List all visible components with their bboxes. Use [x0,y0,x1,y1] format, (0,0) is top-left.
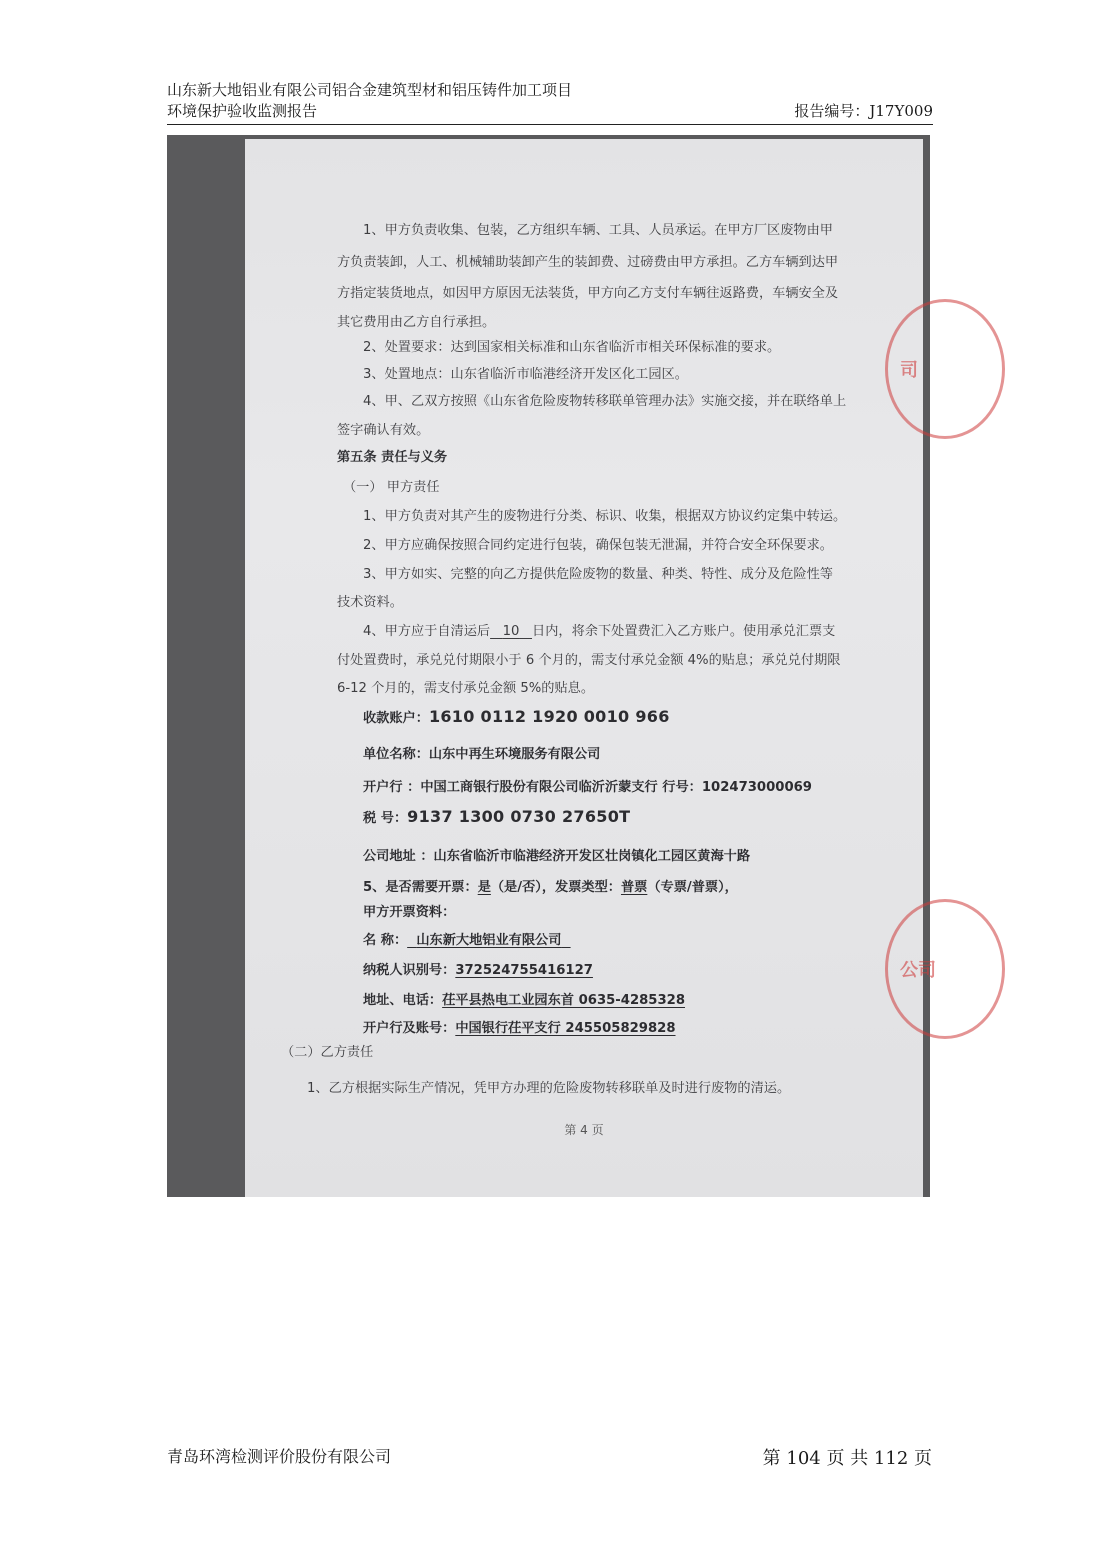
invoice-name-value: 山东新大地铝业有限公司 [416,933,562,948]
invoice-need: 是 [477,880,491,895]
invoice-suffix: （专票/普票）， [647,880,738,895]
text-line: 签字确认有效。 [337,423,430,438]
invoice-bank-line [363,1017,676,1036]
header-rule [167,124,933,125]
invoice-tax-value: 372524755416127 [455,963,593,978]
invoice-bank-label: 开户行及账号： [363,1021,456,1036]
header-report-number: 报告编号：J17Y009 [794,102,933,120]
invoice-name-line [363,929,571,948]
red-seal-stamp [885,899,1005,1039]
text-line: 付处置费时，承兑兑付期限小于 6 个月的，需支付承兑金额 4%的贴息；承兑兑付期限 [337,653,841,668]
text-line: 1、甲方负责对其产生的废物进行分类、标识、收集，根据双方协议约定集中转运。 [363,509,847,524]
footer-page-count: 第 104 页 共 112 页 [762,1448,932,1469]
account-number: 1610 0112 1920 0010 966 [428,707,670,726]
text-line: 4、甲、乙双方按照《山东省危险废物转移联单管理办法》实施交接，并在联络单上 [363,394,847,409]
tax-label: 税 号： [363,811,408,826]
invoice-name-underline [407,933,570,948]
account-label: 收款账户： [363,711,429,726]
days-number: 10 [502,624,520,639]
invoice-info-title: 甲方开票资料： [363,905,456,920]
text-line: 3、处置地点：山东省临沂市临港经济开发区化工园区。 [363,367,688,382]
days-value [490,624,532,639]
text-line: 2、甲方应确保按照合同约定进行包装，确保包装无泄漏，并符合安全环保要求。 [363,538,833,553]
tax-line [363,807,630,826]
subsection-title: （一） 甲方责任 [343,480,440,495]
address-line: 公司地址 ：山东省临沂市临港经济开发区壮岗镇化工园区黄海十路 [363,849,751,864]
invoice-mid: （是/否），发票类型： [490,880,621,895]
section-title: 第五条 责任与义务 [337,450,448,465]
scanned-contract-photo [167,135,936,1197]
header-report-type: 环境保护验收监测报告 [167,102,318,120]
invoice-name-label: 名 称： [363,933,408,948]
text-line: 其它费用由乙方自行承担。 [337,315,496,330]
invoice-tax-label: 纳税人识别号： [363,963,456,978]
contract-sheet [245,139,936,1197]
unit-name: 单位名称：山东中再生环境服务有限公司 [363,747,601,762]
invoice-addr-line [363,989,685,1008]
seal-text: 公司 [900,960,936,981]
header-second-line [167,101,933,122]
invoice-bank-value: 中国银行茌平支行 245505829828 [455,1021,676,1036]
account-line [363,707,670,726]
text-line: 6-12 个月的，需支付承兑金额 5%的贴息。 [337,681,595,696]
red-seal-stamp [885,299,1005,439]
subsection-title: （二）乙方责任 [281,1045,374,1060]
text-line: 2、处置要求：达到国家相关标准和山东省临沂市相关环保标准的要求。 [363,340,781,355]
payment-clause-start: 4、甲方应于自清运后 [363,624,491,639]
header-project-title: 山东新大地铝业有限公司铝合金建筑型材和铝压铸件加工项目 [167,81,573,99]
footer-company: 青岛环湾检测评价股份有限公司 [167,1447,392,1466]
text-line: 方指定装货地点，如因甲方原因无法装货，甲方向乙方支付车辆往返路费，车辆安全及 [337,286,839,301]
invoice-prefix: 5、是否需要开票： [363,880,478,895]
scan-page-number: 第 4 页 [564,1123,604,1137]
invoice-line [363,876,738,895]
text-line: 3、甲方如实、完整的向乙方提供危险废物的数量、种类、特性、成分及危险性等 [363,567,833,582]
text-line: 1、乙方根据实际生产情况，凭甲方办理的危险废物转移联单及时进行废物的清运。 [307,1081,791,1096]
invoice-type: 普票 [620,880,648,895]
text-line: 技术资料。 [337,595,403,610]
seal-text: 司 [900,360,918,381]
tax-number: 9137 1300 0730 27650T [407,807,631,826]
payment-clause-end: 日内，将余下处置费汇入乙方账户。使用承兑汇票支 [532,624,836,639]
text-line: 方负责装卸，人工、机械辅助装卸产生的装卸费、过磅费由甲方承担。乙方车辆到达甲 [337,255,839,270]
invoice-addr-label: 地址、电话： [363,993,443,1008]
bank-line: 开户行 ：中国工商银行股份有限公司临沂沂蒙支行 行号：102473000069 [363,780,812,795]
invoice-addr-value: 茌平县热电工业园东首 0635-4285328 [442,993,685,1008]
invoice-tax-line [363,959,593,978]
payment-clause [363,620,835,639]
text-line: 1、甲方负责收集、包装，乙方组织车辆、工具、人员承运。在甲方厂区废物由甲 [363,223,833,238]
